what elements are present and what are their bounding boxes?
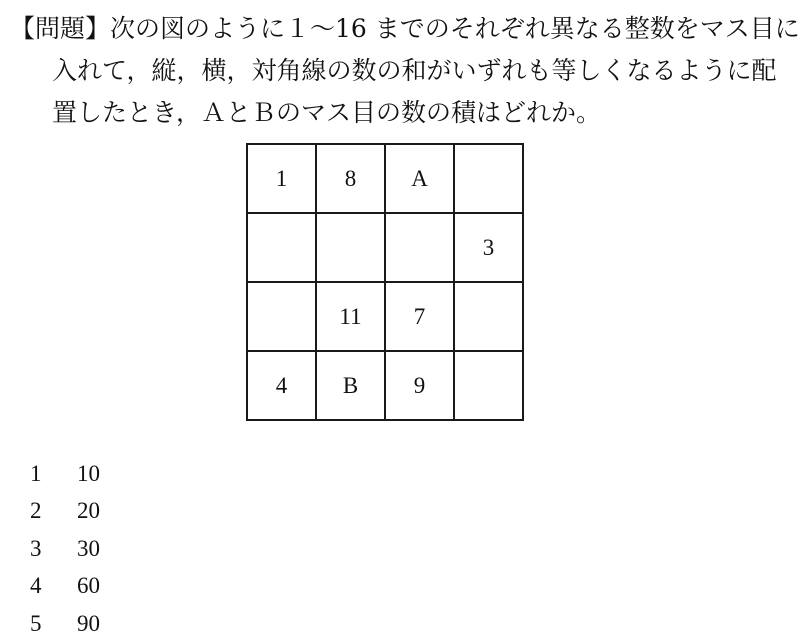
grid-cell: 3 (454, 213, 523, 282)
choice-number: 2 (30, 498, 42, 524)
choice-item[interactable] (30, 605, 100, 643)
grid-row (247, 351, 523, 420)
grid-cell (454, 144, 523, 213)
choice-number: 4 (30, 573, 42, 599)
choice-value: 90 (77, 610, 100, 636)
magic-square-grid (246, 143, 524, 421)
grid-row (247, 144, 523, 213)
question-text (10, 8, 800, 134)
choice-item[interactable] (30, 493, 100, 531)
grid-cell: A (385, 144, 454, 213)
choice-item[interactable] (30, 455, 100, 493)
choice-value: 10 (77, 460, 100, 486)
choice-value: 20 (77, 498, 100, 524)
choice-number: 3 (30, 535, 42, 561)
grid-cell (454, 351, 523, 420)
choice-value: 60 (77, 573, 100, 599)
choice-number: 1 (30, 460, 42, 486)
choice-item[interactable] (30, 530, 100, 568)
grid-cell: 9 (385, 351, 454, 420)
grid-cell: 1 (247, 144, 316, 213)
grid-cell (385, 213, 454, 282)
grid-cell: 4 (247, 351, 316, 420)
grid-cell (454, 282, 523, 351)
answer-choices (30, 455, 100, 643)
grid-cell: 8 (316, 144, 385, 213)
grid-row (247, 213, 523, 282)
grid-cell: B (316, 351, 385, 420)
grid-cell: 11 (316, 282, 385, 351)
choice-item[interactable] (30, 568, 100, 606)
grid-cell (247, 213, 316, 282)
question-line: 【問題】次の図のように１～16 までのそれぞれ異なる整数をマス目に (10, 14, 800, 43)
grid-cell (316, 213, 385, 282)
question-line: 置したとき，ＡとＢのマス目の数の積はどれか。 (52, 98, 602, 127)
question-line: 入れて，縦，横，対角線の数の和がいずれも等しくなるように配 (52, 56, 777, 85)
grid-row (247, 282, 523, 351)
grid-cell (247, 282, 316, 351)
choice-value: 30 (77, 535, 100, 561)
choice-number: 5 (30, 610, 42, 636)
grid-cell: 7 (385, 282, 454, 351)
